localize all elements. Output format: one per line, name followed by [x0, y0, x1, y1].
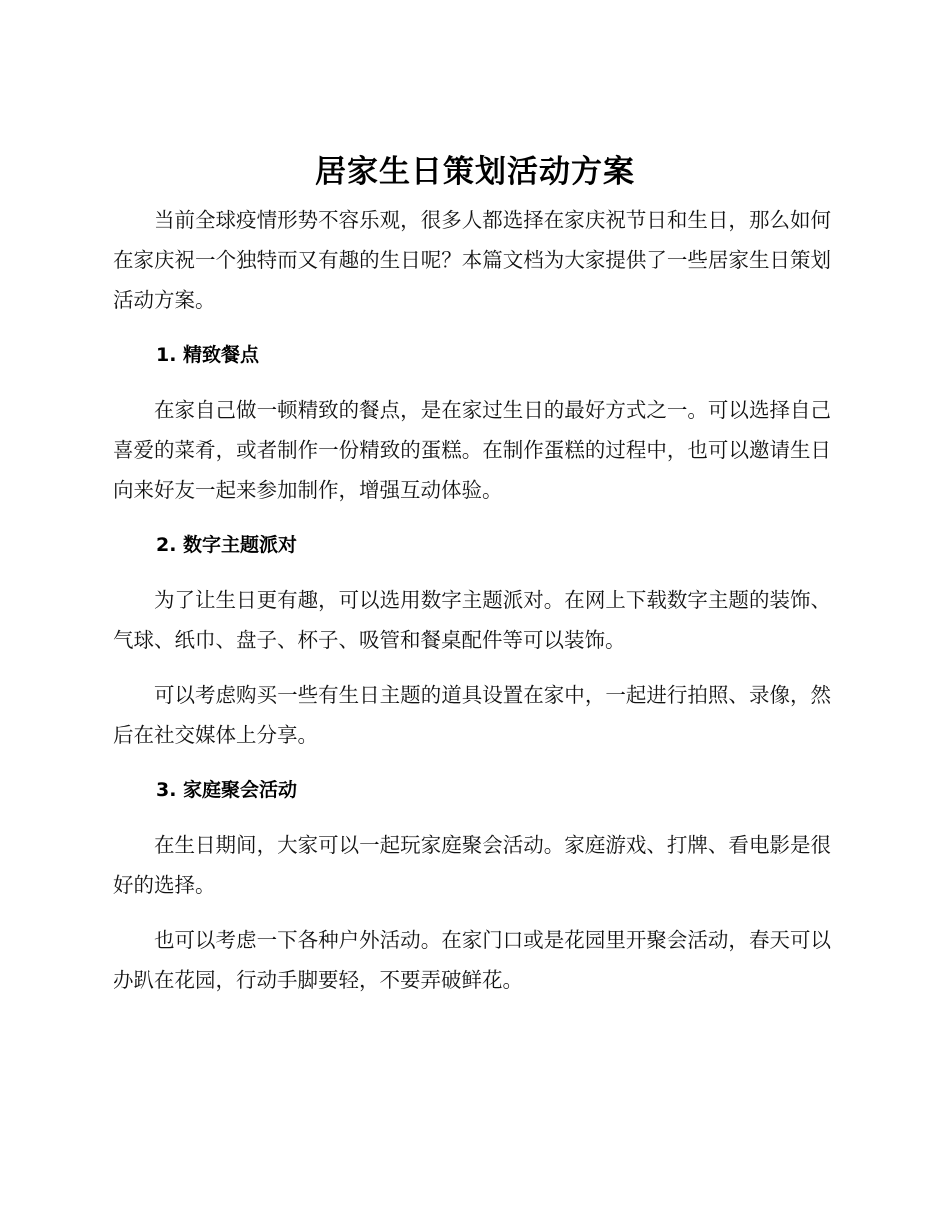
section-3-paragraph-1: 在生日期间，大家可以一起玩家庭聚会活动。家庭游戏、打牌、看电影是很好的选择。 [113, 833, 831, 897]
section-3-paragraph-2: 也可以考虑一下各种户外活动。在家门口或是花园里开聚会活动，春天可以办趴在花园，行动手脚要轻，不要弄破鲜花。 [113, 928, 831, 992]
document-body [113, 200, 831, 1000]
section-2-paragraph-2: 可以考虑购买一些有生日主题的道具设置在家中，一起进行拍照、录像，然后在社交媒体上分享。 [113, 683, 831, 747]
section-heading-2: 2. 数字主题派对 [156, 534, 298, 556]
section-heading-3: 3. 家庭聚会活动 [156, 779, 298, 801]
document-title: 居家生日策划活动方案 [315, 154, 635, 190]
section-1-paragraph-1: 在家自己做一顿精致的餐点，是在家过生日的最好方式之一。可以选择自己喜爱的菜肴，或者制作一份精致的蛋糕。在制作蛋糕的过程中，也可以邀请生日向来好友一起来参加制作，增强互动体验。 [113, 398, 831, 502]
section-heading-1: 1. 精致餐点 [156, 344, 260, 366]
section-2-paragraph-1: 为了让生日更有趣，可以选用数字主题派对。在网上下载数字主题的装饰、气球、纸巾、盘子、杯子、吸管和餐桌配件等可以装饰。 [113, 588, 831, 652]
intro-paragraph: 当前全球疫情形势不容乐观，很多人都选择在家庆祝节日和生日，那么如何在家庆祝一个独特而又有趣的生日呢？本篇文档为大家提供了一些居家生日策划活动方案。 [113, 208, 831, 312]
